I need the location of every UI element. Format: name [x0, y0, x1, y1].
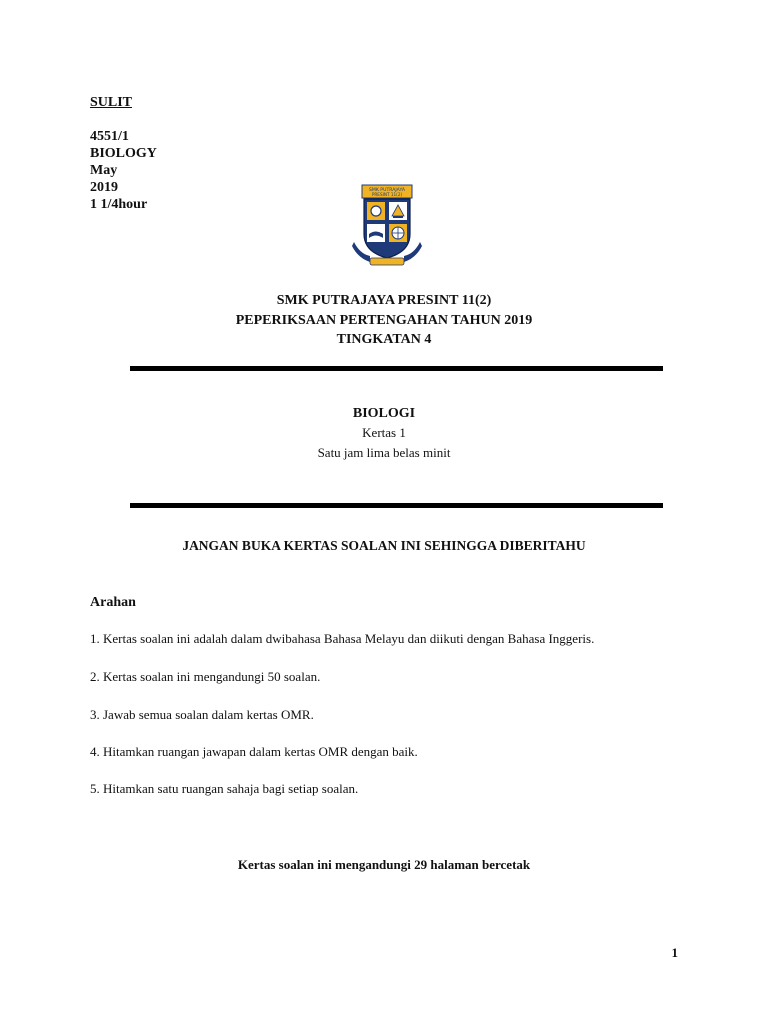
top-divider: [130, 366, 663, 371]
instruction-item: 5. Hitamkan satu ruangan sahaja bagi setiap soalan.: [90, 781, 359, 796]
school-name: SMK PUTRAJAYA PRESINT 11(2): [276, 293, 492, 308]
crest-banner-line1: SMK PUTRAJAYA: [368, 188, 406, 193]
warning-text: JANGAN BUKA KERTAS SOALAN INI SEHINGGA DIBERITAHU: [182, 538, 586, 553]
school-crest-icon: [350, 184, 424, 268]
exam-title: PEPERIKSAAN PERTENGAHAN TAHUN 2019: [235, 313, 533, 328]
form-level: TINGKATAN 4: [336, 332, 432, 347]
page-number: 1: [671, 945, 678, 960]
exam-year: 2019: [90, 180, 118, 195]
crest-banner-line2: PRESINT 11(2): [371, 192, 403, 198]
subject-name: BIOLOGY: [90, 146, 157, 161]
exam-duration: 1 1/4hour: [90, 197, 148, 212]
paper-number: Kertas 1: [362, 425, 406, 440]
instruction-item: 3. Jawab semua soalan dalam kertas OMR.: [90, 707, 314, 722]
pages-note: Kertas soalan ini mengandungi 29 halaman bercetak: [237, 857, 531, 872]
instructions-heading: Arahan: [90, 595, 136, 610]
exam-month: May: [90, 163, 118, 178]
paper-title: BIOLOGI: [352, 406, 416, 421]
instruction-item: 4. Hitamkan ruangan jawapan dalam kertas OMR dengan baik.: [90, 744, 418, 759]
instruction-item: 1. Kertas soalan ini adalah dalam dwibahasa Bahasa Melayu dan diikuti dengan Bahasa Inggeris.: [90, 631, 595, 646]
paper-time: Satu jam lima belas minit: [317, 445, 451, 460]
instruction-item: 2. Kertas soalan ini mengandungi 50 soalan.: [90, 669, 321, 684]
paper-code: 4551/1: [90, 129, 129, 144]
sulit-label: SULIT: [90, 95, 133, 110]
bottom-divider: [130, 503, 663, 508]
